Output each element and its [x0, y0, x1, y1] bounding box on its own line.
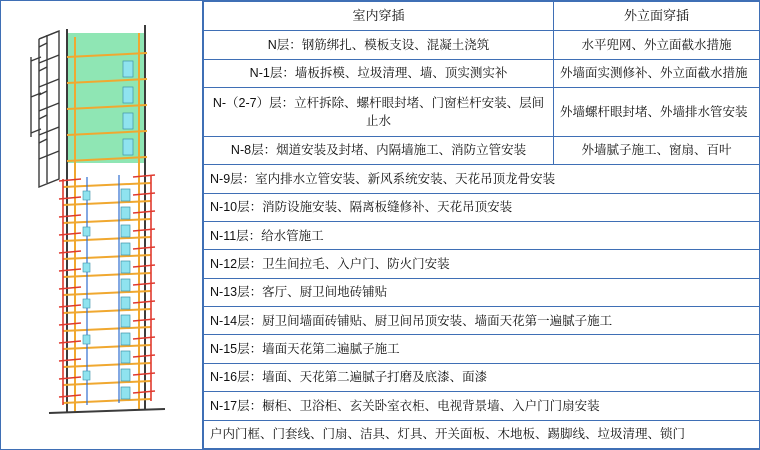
indoor-task-11: N-16层：墙面、天花第二遍腻子打磨及底漆、面漆 [204, 363, 760, 391]
outdoor-task-2: 外墙螺杆眼封堵、外墙排水管安装 [554, 87, 760, 136]
indoor-task-0: N层：钢筋绑扎、模板支设、混凝土浇筑 [204, 31, 554, 59]
outdoor-task-3: 外墙腻子施工、窗扇、百叶 [554, 136, 760, 164]
table-row [204, 363, 760, 391]
indoor-task-10: N-15层：墙面天花第二遍腻子施工 [204, 335, 760, 363]
indoor-task-6: N-11层：给水管施工 [204, 221, 760, 249]
header-indoor: 室内穿插 [204, 2, 554, 31]
indoor-task-9: N-14层：厨卫间墙面砖铺贴、厨卫间吊顶安装、墙面天花第一遍腻子施工 [204, 307, 760, 335]
indoor-task-4: N-9层：室内排水立管安装、新风系统安装、天花吊顶龙骨安装 [204, 165, 760, 193]
table-row [204, 392, 760, 420]
indoor-task-3: N-8层：烟道安装及封堵、内隔墙施工、消防立管安装 [204, 136, 554, 164]
formwork-frame-icon [31, 31, 59, 187]
indoor-task-8: N-13层：客厅、厨卫间地砖铺贴 [204, 278, 760, 306]
indoor-task-7: N-12层：卫生间拉毛、入户门、防火门安装 [204, 250, 760, 278]
indoor-task-13: 户内门框、门套线、门扇、洁具、灯具、开关面板、木地板、踢脚线、垃圾清理、锁门 [204, 420, 760, 448]
table-row [204, 136, 760, 164]
indoor-task-12: N-17层：橱柜、卫浴柜、玄关卧室衣柜、电视背景墙、入户门门扇安装 [204, 392, 760, 420]
indoor-task-5: N-10层：消防设施安装、隔离板缝修补、天花吊顶安装 [204, 193, 760, 221]
outdoor-task-0: 水平兜网、外立面截水措施 [554, 31, 760, 59]
table-row [204, 278, 760, 306]
table-row [204, 87, 760, 136]
table-header-row [204, 2, 760, 31]
insertion-schedule-table [203, 1, 759, 449]
table-row [204, 221, 760, 249]
table-row [204, 250, 760, 278]
table-row [204, 59, 760, 87]
riser-lines [87, 175, 119, 405]
outdoor-task-1: 外墙面实测修补、外立面截水措施 [554, 59, 760, 87]
schedule-table-pane [203, 1, 759, 449]
header-outdoor: 外立面穿插 [554, 2, 760, 31]
building-diagram-pane [1, 1, 203, 449]
table-row [204, 165, 760, 193]
table-row [204, 31, 760, 59]
table-row [204, 193, 760, 221]
red-edge-members [59, 179, 81, 405]
building-floor-diagram [1, 1, 203, 449]
table-row [204, 307, 760, 335]
indoor-task-2: N-（2-7）层：立杆拆除、螺杆眼封堵、门窗栏杆安装、层间止水 [204, 87, 554, 136]
page-layout [1, 1, 759, 449]
indoor-task-1: N-1层：墙板拆模、垃圾清理、墙、顶实测实补 [204, 59, 554, 87]
table-row [204, 420, 760, 448]
table-row [204, 335, 760, 363]
